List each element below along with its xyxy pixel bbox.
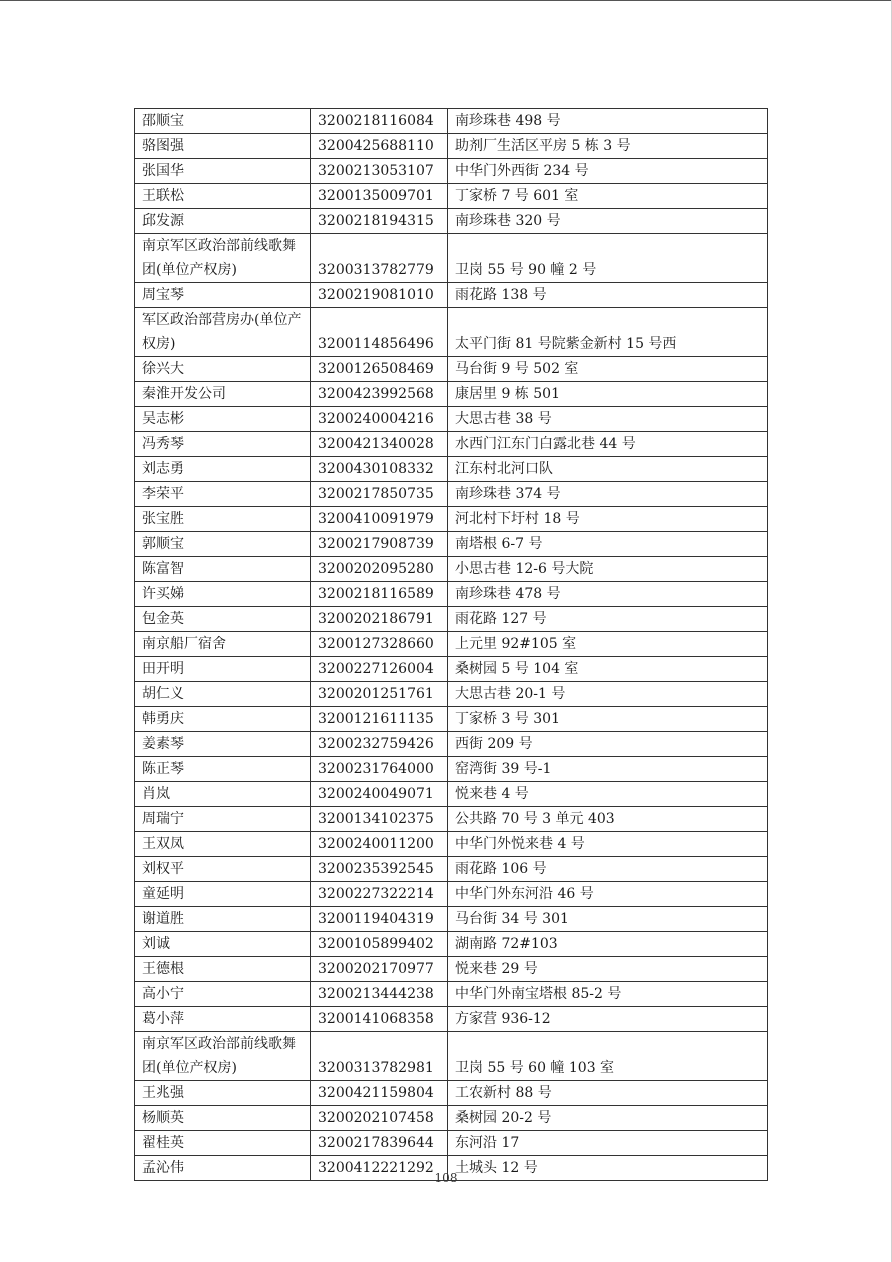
owner-name-cell: 南京军区政治部前线歌舞团(单位产权房) [135,1032,311,1081]
address-cell: 中华门外南宝塔根 85-2 号 [448,982,768,1007]
address-cell: 康居里 9 栋 501 [448,382,768,407]
owner-name-cell: 王德根 [135,957,311,982]
record-id-cell: 3200202170977 [311,957,448,982]
address-cell: 南珍珠巷 374 号 [448,482,768,507]
record-id-cell: 3200213053107 [311,159,448,184]
address-cell: 中华门外悦来巷 4 号 [448,832,768,857]
address-cell: 河北村下圩村 18 号 [448,507,768,532]
owner-name-cell: 王双凤 [135,832,311,857]
record-id-cell: 3200141068358 [311,1007,448,1032]
owner-name-cell: 田开明 [135,657,311,682]
record-id-cell: 3200240011200 [311,832,448,857]
record-id-cell: 3200119404319 [311,907,448,932]
owner-name-cell: 杨顺英 [135,1106,311,1131]
address-cell: 卫岗 55 号 60 幢 103 室 [448,1032,768,1081]
owner-name-cell: 王兆强 [135,1081,311,1106]
owner-name-cell: 许买娣 [135,582,311,607]
address-cell: 上元里 92#105 室 [448,632,768,657]
table-row [135,507,768,532]
address-cell: 南珍珠巷 478 号 [448,582,768,607]
table-row [135,457,768,482]
table-row [135,957,768,982]
address-cell: 大思古巷 20-1 号 [448,682,768,707]
table-row [135,382,768,407]
record-id-cell: 3200217839644 [311,1131,448,1156]
table-row [135,907,768,932]
address-cell: 中华门外西街 234 号 [448,159,768,184]
owner-name-cell: 秦淮开发公司 [135,382,311,407]
record-id-cell: 3200430108332 [311,457,448,482]
address-cell: 雨花路 127 号 [448,607,768,632]
address-cell: 大思古巷 38 号 [448,407,768,432]
address-cell: 雨花路 106 号 [448,857,768,882]
address-cell: 公共路 70 号 3 单元 403 [448,807,768,832]
owner-name-cell: 葛小萍 [135,1007,311,1032]
record-id-cell: 3200126508469 [311,357,448,382]
owner-name-cell: 军区政治部营房办(单位产权房) [135,308,311,357]
table-row [135,682,768,707]
table-row [135,832,768,857]
record-id-cell: 3200421340028 [311,432,448,457]
address-cell: 江东村北河口队 [448,457,768,482]
table-row [135,283,768,308]
record-id-cell: 3200202095280 [311,557,448,582]
table-row [135,932,768,957]
record-id-cell: 3200313782779 [311,234,448,283]
owner-name-cell: 包金英 [135,607,311,632]
record-id-cell: 3200313782981 [311,1032,448,1081]
address-cell: 南珍珠巷 320 号 [448,209,768,234]
address-cell: 悦来巷 29 号 [448,957,768,982]
record-id-cell: 3200227322214 [311,882,448,907]
owner-name-cell: 王联松 [135,184,311,209]
address-cell: 助剂厂生活区平房 5 栋 3 号 [448,134,768,159]
owner-name-cell: 翟桂英 [135,1131,311,1156]
owner-name-cell: 张国华 [135,159,311,184]
table-row [135,1106,768,1131]
table-row [135,407,768,432]
record-id-cell: 3200218116589 [311,582,448,607]
table-row [135,707,768,732]
record-id-cell: 3200227126004 [311,657,448,682]
record-id-cell: 3200135009701 [311,184,448,209]
record-id-cell: 3200217908739 [311,532,448,557]
record-id-cell: 3200410091979 [311,507,448,532]
address-cell: 小思古巷 12-6 号大院 [448,557,768,582]
owner-name-cell: 张宝胜 [135,507,311,532]
table-row [135,357,768,382]
address-cell: 窑湾街 39 号-1 [448,757,768,782]
record-id-cell: 3200134102375 [311,807,448,832]
owner-name-cell: 陈富智 [135,557,311,582]
owner-name-cell: 陈正琴 [135,757,311,782]
owner-name-cell: 韩勇庆 [135,707,311,732]
owner-name-cell: 谢道胜 [135,907,311,932]
address-cell: 丁家桥 7 号 601 室 [448,184,768,209]
record-id-cell: 3200201251761 [311,682,448,707]
table-row [135,557,768,582]
table-row [135,432,768,457]
owner-name-cell: 刘诚 [135,932,311,957]
record-id-cell: 3200232759426 [311,732,448,757]
table-row [135,1081,768,1106]
top-border-line [0,0,892,1]
record-id-cell: 3200423992568 [311,382,448,407]
record-id-cell: 3200240004216 [311,407,448,432]
record-id-cell: 3200202186791 [311,607,448,632]
table-row [135,209,768,234]
address-cell: 卫岗 55 号 90 幢 2 号 [448,234,768,283]
table-row [135,582,768,607]
table-row [135,857,768,882]
record-id-cell: 3200127328660 [311,632,448,657]
address-cell: 桑树园 20-2 号 [448,1106,768,1131]
record-id-cell: 3200114856496 [311,308,448,357]
table-row [135,882,768,907]
record-id-cell: 3200218194315 [311,209,448,234]
record-id-cell: 3200218116084 [311,109,448,134]
address-cell: 雨花路 138 号 [448,283,768,308]
address-cell: 土城头 12 号 [448,1156,768,1181]
owner-name-cell: 南京船厂宿舍 [135,632,311,657]
address-cell: 东河沿 17 [448,1131,768,1156]
owner-name-cell: 童延明 [135,882,311,907]
record-id-cell: 3200121611135 [311,707,448,732]
address-cell: 方家营 936-12 [448,1007,768,1032]
address-cell: 西街 209 号 [448,732,768,757]
owner-name-cell: 胡仁义 [135,682,311,707]
table-row [135,109,768,134]
owner-name-cell: 郭顺宝 [135,532,311,557]
owner-name-cell: 周瑞宁 [135,807,311,832]
owner-name-cell: 姜素琴 [135,732,311,757]
owner-name-cell: 南京军区政治部前线歌舞团(单位产权房) [135,234,311,283]
owner-name-cell: 邱发源 [135,209,311,234]
owner-name-cell: 冯秀琴 [135,432,311,457]
address-cell: 湖南路 72#103 [448,932,768,957]
owner-name-cell: 刘志勇 [135,457,311,482]
record-id-cell: 3200217850735 [311,482,448,507]
address-cell: 马台街 9 号 502 室 [448,357,768,382]
record-id-cell: 3200425688110 [311,134,448,159]
table-row [135,607,768,632]
table-row [135,159,768,184]
record-id-cell: 3200412221292 [311,1156,448,1181]
record-id-cell: 3200240049071 [311,782,448,807]
record-id-cell: 3200219081010 [311,283,448,308]
address-cell: 南珍珠巷 498 号 [448,109,768,134]
address-cell: 桑树园 5 号 104 室 [448,657,768,682]
table-row [135,234,768,283]
address-cell: 悦来巷 4 号 [448,782,768,807]
owner-name-cell: 肖岚 [135,782,311,807]
owner-name-cell: 刘权平 [135,857,311,882]
table-row [135,732,768,757]
table-row [135,1131,768,1156]
address-cell: 太平门街 81 号院紫金新村 15 号西 [448,308,768,357]
table-row [135,807,768,832]
owner-name-cell: 高小宁 [135,982,311,1007]
owner-name-cell: 吴志彬 [135,407,311,432]
record-id-cell: 3200105899402 [311,932,448,957]
table-row [135,134,768,159]
table-row [135,482,768,507]
owner-name-cell: 周宝琴 [135,283,311,308]
records-table-body [135,109,768,1181]
record-id-cell: 3200202107458 [311,1106,448,1131]
owner-name-cell: 李荣平 [135,482,311,507]
address-cell: 南塔根 6-7 号 [448,532,768,557]
table-row [135,632,768,657]
table-row [135,1007,768,1032]
address-cell: 马台街 34 号 301 [448,907,768,932]
address-cell: 中华门外东河沿 46 号 [448,882,768,907]
table-row [135,1032,768,1081]
owner-name-cell: 邵顺宝 [135,109,311,134]
table-row [135,982,768,1007]
table-row [135,657,768,682]
address-cell: 丁家桥 3 号 301 [448,707,768,732]
table-row [135,184,768,209]
address-cell: 工农新村 88 号 [448,1081,768,1106]
owner-name-cell: 骆图强 [135,134,311,159]
record-id-cell: 3200235392545 [311,857,448,882]
table-row [135,308,768,357]
record-id-cell: 3200421159804 [311,1081,448,1106]
record-id-cell: 3200231764000 [311,757,448,782]
table-row [135,532,768,557]
page-number: 108 [434,1171,458,1185]
table-row [135,757,768,782]
record-id-cell: 3200213444238 [311,982,448,1007]
records-table [134,108,768,1181]
table-row [135,782,768,807]
address-cell: 水西门江东门白露北巷 44 号 [448,432,768,457]
owner-name-cell: 徐兴大 [135,357,311,382]
owner-name-cell: 孟沁伟 [135,1156,311,1181]
